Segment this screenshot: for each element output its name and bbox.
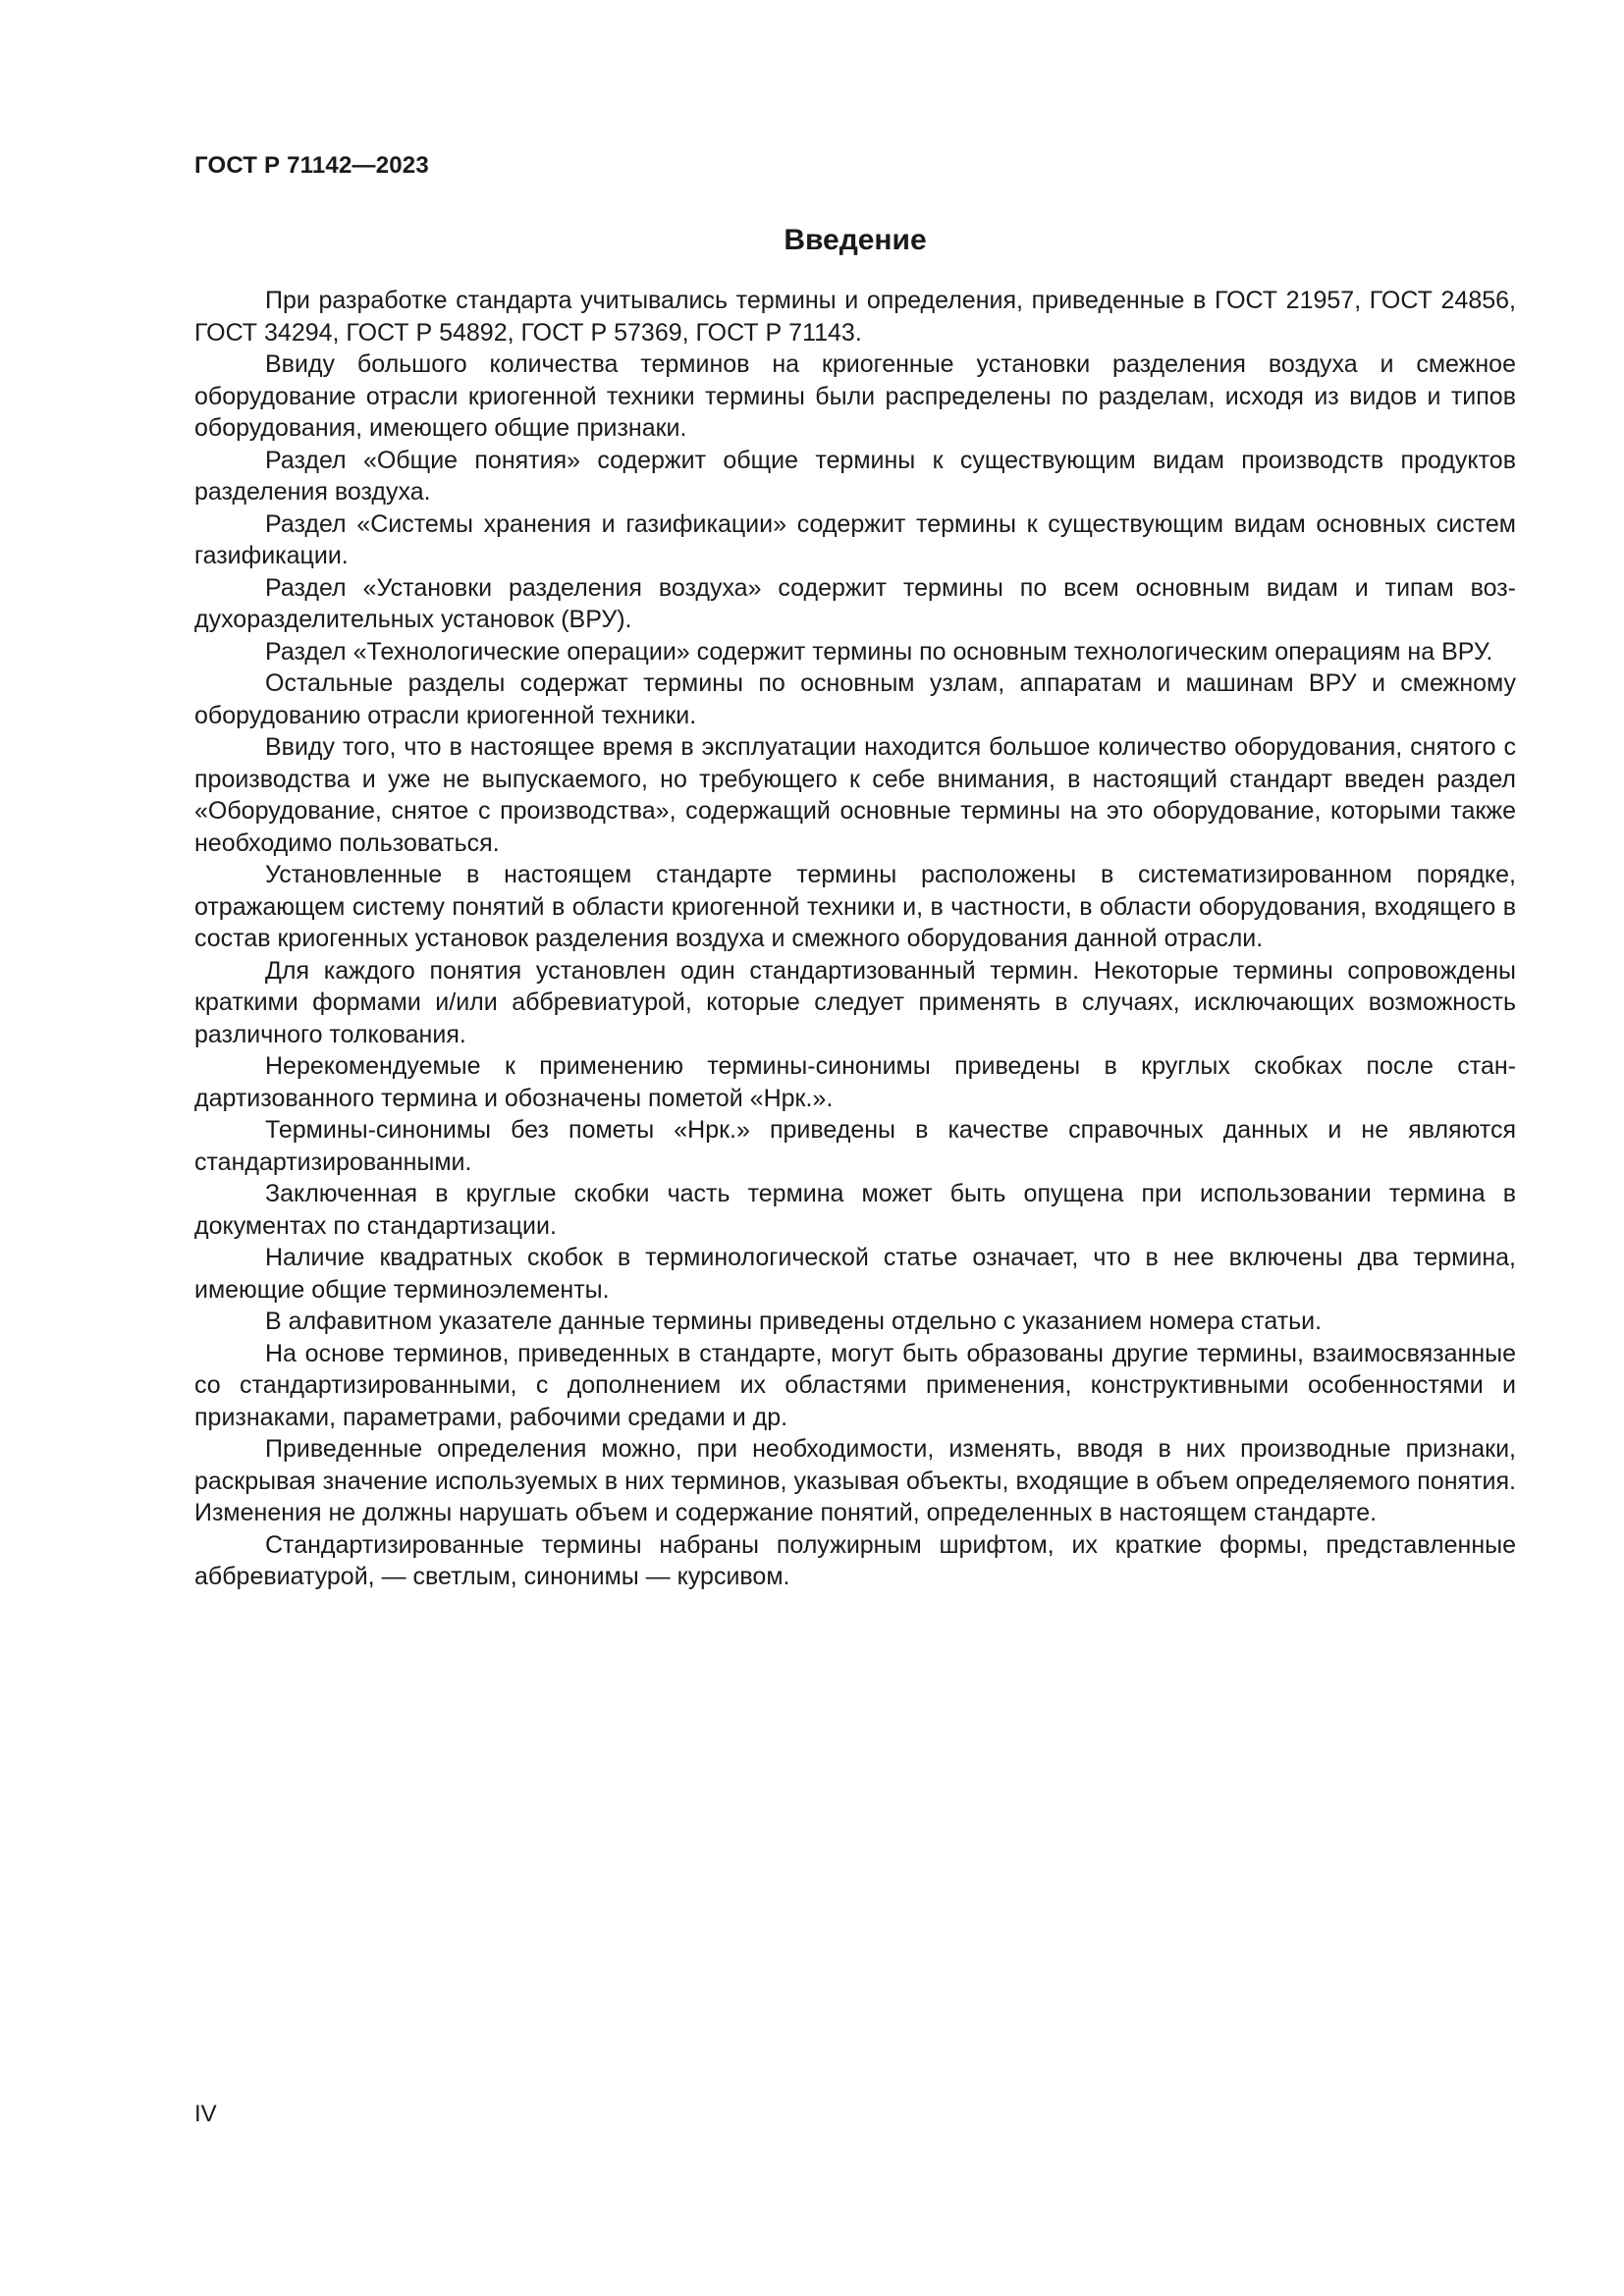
paragraph: Заключенная в круглые скобки часть термина может быть опущена при использовании термина в документах по стандартизации. <box>194 1180 1516 1240</box>
section-title: Введение <box>784 224 927 256</box>
introduction-body <box>194 285 1516 1593</box>
paragraph: Остальные разделы содержат термины по основным узлам, аппаратам и машинам ВРУ и смежному оборудованию отрасли криогенной техники. <box>194 669 1516 729</box>
paragraph: Ввиду большого количества терминов на криогенные установки разделения воздуха и смежное оборудование отрасли криогенной техники термины были распределены по разделам, исходя из видов и типов оборудования, имеющего общие признаки. <box>194 350 1516 442</box>
paragraph: Раздел «Установки разделения воздуха» содержит термины по всем основным видам и типам воздухоразделительных установок (ВРУ). <box>194 573 1516 633</box>
paragraph: Нерекомендуемые к применению термины-синонимы приведены в круглых скобках после стандартизованного термина и обозначены пометой «Нрк.». <box>194 1052 1516 1112</box>
paragraph: Раздел «Системы хранения и газификации» содержит термины к существующим видам основных систем газификации. <box>194 509 1516 569</box>
paragraph: Установленные в настоящем стандарте термины расположены в систематизированном порядке, отражающем систему понятий в области криогенной техники и, в частности, в области оборудования, входящего в состав криогенных установок разделения воздуха и смежного оборудования данной отрасли. <box>194 861 1516 952</box>
paragraph: Раздел «Технологические операции» содержит термины по основным технологическим операциям на ВРУ. <box>265 637 1493 666</box>
paragraph: При разработке стандарта учитывались термины и определения, приведенные в ГОСТ 21957, ГОСТ 24856, ГОСТ 34294, ГОСТ Р 54892, ГОСТ Р 57369, ГОСТ Р 71143. <box>194 287 1516 347</box>
page-number: IV <box>194 2101 217 2127</box>
paragraph: Приведенные определения можно, при необходимости, изменять, вводя в них производные признаки, раскрывая значение используемых в них терминов, указывая объекты, входящие в объем определяемого понятия. Изменения не должны нарушать объем и содержание понятий, определенных в настоящем стандарте. <box>194 1435 1516 1526</box>
paragraph: Ввиду того, что в настоящее время в эксплуатации находится большое количество оборудования, снятого с производства и уже не выпускаемого, но требующего к себе внимания, в настоящий стандарт введен раздел «Оборудование, снятое с производства», содержащий основные термины на это оборудование, которыми также необходимо пользоваться. <box>194 733 1516 857</box>
paragraph: На основе терминов, приведенных в стандарте, могут быть образованы другие термины, взаимосвязанные со стандартизированными, с дополнением их областями применения, конструктивными особенностями и признаками, параметрами, рабочими средами и др. <box>194 1339 1516 1431</box>
paragraph: Стандартизированные термины набраны полужирным шрифтом, их краткие формы, представленные аббревиатурой, — светлым, синонимы — курсивом. <box>194 1530 1516 1590</box>
paragraph: Термины-синонимы без пометы «Нрк.» приведены в качестве справочных данных и не являются стандартизированными. <box>194 1116 1516 1176</box>
document-designation: ГОСТ Р 71142—2023 <box>194 152 429 179</box>
paragraph: Наличие квадратных скобок в терминологической статье означает, что в нее включены два термина, имеющие общие терминоэлементы. <box>194 1244 1516 1304</box>
paragraph: Для каждого понятия установлен один стандартизованный термин. Некоторые термины сопровождены краткими формами и/или аббревиатурой, которые следует применять в случаях, исключающих возможность различного толкования. <box>194 956 1516 1048</box>
paragraph: Раздел «Общие понятия» содержит общие термины к существующим видам производств продуктов разделения воздуха. <box>194 446 1516 506</box>
paragraph: В алфавитном указателе данные термины приведены отдельно с указанием номера статьи. <box>265 1308 1323 1335</box>
